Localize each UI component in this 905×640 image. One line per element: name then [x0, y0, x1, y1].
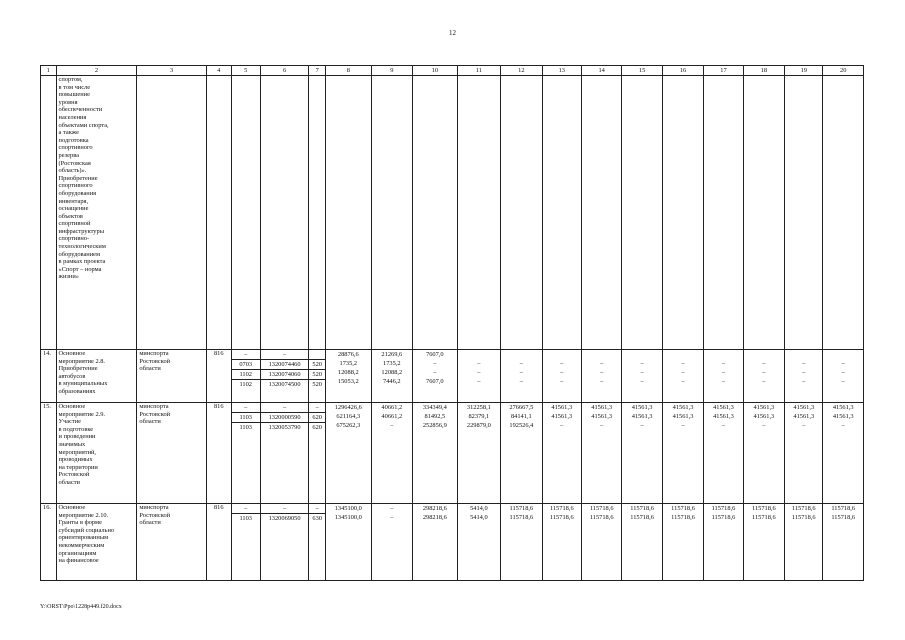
- header-cell: 9: [371, 66, 412, 76]
- executor-cell: минспорта Ростовской области: [137, 504, 206, 581]
- value-line: 298218,6: [422, 505, 447, 512]
- value-cell: [260, 403, 309, 504]
- value-line: 1345100,0: [334, 514, 362, 521]
- value-line: 1735,2: [383, 360, 401, 367]
- header-row: [41, 66, 864, 76]
- value-line: –: [560, 360, 564, 367]
- budget-table: [40, 65, 864, 581]
- value-line: 41561,3: [793, 404, 815, 411]
- value-line: [582, 350, 621, 359]
- value-line: 192526,4: [509, 422, 534, 429]
- table-cell: [662, 76, 703, 350]
- value-line: 115718,6: [831, 505, 856, 512]
- value-line: –: [640, 369, 644, 376]
- value-line: 115718,6: [671, 514, 695, 521]
- value-line: –: [390, 422, 394, 429]
- value-line: 621164,3: [336, 413, 361, 420]
- value-line: 115718,6: [752, 505, 776, 512]
- value-line: 115718,6: [589, 514, 614, 521]
- value-line: –: [244, 351, 248, 358]
- header-cell: 20: [823, 66, 864, 76]
- value-line: 41561,3: [631, 404, 653, 411]
- value-line: –: [721, 422, 726, 429]
- value-line: 41561,3: [753, 404, 775, 411]
- value-line: [501, 350, 541, 359]
- value-line: 115718,6: [711, 514, 736, 521]
- row-number: 15.: [41, 403, 57, 504]
- value-line: –: [681, 378, 685, 385]
- executor-cell: минспорта Ростовской области: [137, 403, 206, 504]
- value-line: 620: [309, 422, 325, 432]
- table-cell: [622, 76, 662, 350]
- header-cell: 2: [56, 66, 137, 76]
- value-line: 0703: [232, 359, 260, 369]
- value-line: 41561,3: [713, 404, 734, 411]
- value-line: –: [762, 369, 766, 376]
- table-cell: [413, 76, 458, 350]
- value-line: 630: [309, 513, 325, 523]
- value-line: [663, 350, 703, 359]
- value-line: 115718,6: [509, 505, 534, 512]
- value-line: 41561,3: [713, 413, 734, 420]
- value-line: 115718,6: [752, 514, 776, 521]
- value-cell: [231, 403, 260, 504]
- value-cell: [260, 504, 309, 581]
- value-cell: [457, 350, 501, 403]
- header-cell: 7: [309, 66, 326, 76]
- table-cell: [41, 76, 57, 350]
- value-cell: [662, 350, 703, 403]
- file-path-footer: Y:\ORST\Ppo\1228p449.f20.docx: [40, 604, 122, 610]
- value-line: 1102: [232, 369, 260, 379]
- value-line: 115718,6: [630, 505, 654, 512]
- table-cell: [309, 76, 326, 350]
- value-line: 41561,3: [753, 413, 775, 420]
- value-line: 7607,0: [426, 378, 444, 385]
- value-line: –: [681, 369, 685, 376]
- value-line: 115718,6: [509, 514, 534, 521]
- value-line: 84141,1: [510, 413, 532, 420]
- description-cell: Основное мероприятие 2.8. Приобретение автобусов в муниципальных образованиях: [56, 350, 137, 403]
- value-line: –: [390, 514, 394, 521]
- value-line: 115718,6: [831, 514, 856, 521]
- value-line: 1320074060: [261, 369, 309, 379]
- value-cell: [309, 403, 326, 504]
- value-cell: [501, 350, 542, 403]
- value-line: 21269,6: [381, 351, 403, 358]
- table-cell: [137, 76, 206, 350]
- value-line: –: [477, 369, 481, 376]
- value-cell: [501, 403, 542, 504]
- value-cell: [260, 350, 309, 403]
- value-line: 1103: [232, 513, 260, 523]
- value-line: [785, 350, 822, 359]
- header-cell: 17: [704, 66, 743, 76]
- value-line: –: [519, 369, 523, 376]
- value-cell: [704, 504, 743, 581]
- value-line: 276667,5: [509, 404, 534, 411]
- value-line: –: [802, 422, 806, 429]
- table-cell: [326, 76, 372, 350]
- table-row: [41, 76, 864, 350]
- value-line: 41561,3: [832, 413, 854, 420]
- value-cell: [326, 350, 372, 403]
- table-cell: [823, 76, 864, 350]
- value-line: –: [841, 378, 845, 385]
- value-line: –: [315, 404, 319, 411]
- value-line: –: [841, 360, 845, 367]
- value-line: [823, 350, 863, 359]
- value-cell: [371, 504, 412, 581]
- header-cell: 1: [41, 66, 57, 76]
- value-line: –: [519, 378, 523, 385]
- code-cell: 816: [206, 350, 231, 403]
- value-line: 115718,6: [549, 514, 574, 521]
- value-line: 115718,6: [711, 505, 736, 512]
- header-cell: 16: [662, 66, 703, 76]
- value-line: –: [433, 369, 437, 376]
- value-line: 520: [309, 379, 325, 389]
- value-line: –: [560, 422, 564, 429]
- value-line: –: [282, 404, 287, 411]
- value-line: –: [600, 378, 604, 385]
- value-line: 41561,3: [631, 413, 653, 420]
- value-line: –: [282, 505, 287, 512]
- header-cell: 15: [622, 66, 662, 76]
- value-line: 5414,0: [470, 505, 488, 512]
- value-line: 81492,5: [424, 413, 446, 420]
- value-line: –: [282, 351, 287, 358]
- table-cell: [260, 76, 309, 350]
- value-cell: [581, 403, 621, 504]
- value-cell: [823, 504, 864, 581]
- value-line: [622, 350, 661, 359]
- value-line: –: [477, 360, 481, 367]
- value-line: 41561,3: [672, 413, 694, 420]
- value-line: –: [802, 369, 806, 376]
- header-cell: 10: [413, 66, 458, 76]
- value-cell: [785, 504, 823, 581]
- value-cell: [785, 403, 823, 504]
- value-line: 41561,3: [551, 404, 573, 411]
- executor-cell: минспорта Ростовской области: [137, 350, 206, 403]
- value-line: 520: [309, 359, 325, 369]
- header-cell: 19: [785, 66, 823, 76]
- value-line: –: [681, 360, 685, 367]
- value-line: 41561,3: [672, 404, 694, 411]
- value-line: –: [600, 360, 604, 367]
- value-line: –: [477, 378, 481, 385]
- value-line: –: [600, 369, 604, 376]
- value-cell: [542, 350, 581, 403]
- value-cell: [542, 504, 581, 581]
- value-cell: [704, 403, 743, 504]
- value-line: –: [244, 404, 248, 411]
- value-line: 1345100,0: [334, 505, 362, 512]
- value-line: –: [244, 505, 248, 512]
- value-line: 1320069050: [261, 513, 309, 523]
- value-line: 7446,2: [383, 378, 401, 385]
- value-line: 40661,2: [381, 413, 403, 420]
- value-line: –: [640, 378, 644, 385]
- value-line: 41561,3: [551, 413, 573, 420]
- table-cell: [581, 76, 621, 350]
- value-cell: [743, 403, 784, 504]
- value-line: 115718,6: [791, 505, 816, 512]
- value-cell: [581, 504, 621, 581]
- value-cell: [622, 403, 662, 504]
- value-line: 334349,4: [422, 404, 447, 411]
- table-cell: [542, 76, 581, 350]
- value-line: 15053,2: [337, 378, 359, 385]
- header-cell: 12: [501, 66, 542, 76]
- header-cell: 8: [326, 66, 372, 76]
- table-cell: [371, 76, 412, 350]
- value-line: –: [762, 422, 766, 429]
- value-line: 12088,2: [381, 369, 403, 376]
- value-line: [543, 350, 581, 359]
- value-cell: [785, 350, 823, 403]
- value-line: 7607,0: [426, 351, 444, 358]
- table-row: [41, 504, 864, 581]
- value-cell: [622, 504, 662, 581]
- table-cell: [743, 76, 784, 350]
- value-line: 41561,3: [591, 413, 613, 420]
- value-cell: [231, 504, 260, 581]
- value-cell: [326, 403, 372, 504]
- value-cell: [457, 504, 501, 581]
- description-cell: спортом, в том числе повышение уровня обеспеченности населения объектами спорта, а также подготовка спортивного резерва (Ростовская область)». Приобретение спортивного оборудования инвентаря, оснащение объектов спортивной инфраструктуры спортивно- технологическим оборудованием в рамках проекта «Спорт – норма жизни»: [56, 76, 137, 350]
- table-row: [41, 350, 864, 403]
- table-cell: [704, 76, 743, 350]
- table-row: [41, 403, 864, 504]
- value-line: –: [721, 360, 726, 367]
- table-cell: [457, 76, 501, 350]
- value-line: 115718,6: [630, 514, 654, 521]
- code-cell: 816: [206, 403, 231, 504]
- value-line: –: [841, 422, 845, 429]
- value-line: –: [762, 378, 766, 385]
- value-line: –: [681, 422, 685, 429]
- value-cell: [743, 350, 784, 403]
- value-line: 1103: [232, 422, 260, 432]
- value-line: 1103: [232, 412, 260, 422]
- value-cell: [371, 403, 412, 504]
- value-line: 1735,2: [339, 360, 358, 367]
- value-line: 675262,3: [336, 422, 361, 429]
- value-cell: [662, 403, 703, 504]
- table-cell: [231, 76, 260, 350]
- value-line: [458, 350, 501, 359]
- value-line: –: [560, 369, 564, 376]
- value-line: 252856,9: [422, 422, 447, 429]
- row-number: 14.: [41, 350, 57, 403]
- value-line: –: [640, 422, 644, 429]
- header-cell: 13: [542, 66, 581, 76]
- value-line: 41561,3: [832, 404, 854, 411]
- value-cell: [823, 403, 864, 504]
- header-cell: 14: [581, 66, 621, 76]
- value-cell: [622, 350, 662, 403]
- value-cell: [326, 504, 372, 581]
- value-line: –: [315, 505, 319, 512]
- value-line: 115718,6: [671, 505, 695, 512]
- page-number: 12: [449, 29, 456, 37]
- value-cell: [581, 350, 621, 403]
- value-line: 312258,1: [466, 404, 491, 411]
- value-line: –: [390, 505, 394, 512]
- value-line: 115718,6: [589, 505, 614, 512]
- value-line: 1296426,6: [334, 404, 362, 411]
- value-cell: [704, 350, 743, 403]
- header-cell: 6: [260, 66, 309, 76]
- value-line: 115718,6: [549, 505, 574, 512]
- value-line: –: [600, 422, 604, 429]
- value-line: 298218,6: [422, 514, 447, 521]
- value-cell: [662, 504, 703, 581]
- value-line: 40661,2: [381, 404, 403, 411]
- description-cell: Основное мероприятие 2.9. Участие в подготовке и проведении значимых мероприятий, проводимых на территории Ростовской области: [56, 403, 137, 504]
- value-line: [309, 350, 325, 359]
- value-cell: [231, 350, 260, 403]
- header-cell: 18: [743, 66, 784, 76]
- value-cell: [413, 504, 458, 581]
- value-line: –: [762, 360, 766, 367]
- value-cell: [309, 350, 326, 403]
- header-cell: 11: [457, 66, 501, 76]
- table-cell: [206, 76, 231, 350]
- header-cell: 5: [231, 66, 260, 76]
- row-number: 16.: [41, 504, 57, 581]
- value-cell: [413, 403, 458, 504]
- value-line: –: [433, 360, 437, 367]
- value-line: [704, 350, 742, 359]
- value-cell: [501, 504, 542, 581]
- value-cell: [823, 350, 864, 403]
- value-line: 520: [309, 369, 325, 379]
- value-line: 115718,6: [791, 514, 816, 521]
- value-line: [744, 350, 784, 359]
- header-cell: 3: [137, 66, 206, 76]
- value-cell: [743, 504, 784, 581]
- value-line: –: [721, 369, 726, 376]
- code-cell: 816: [206, 504, 231, 581]
- value-line: 1320000590: [261, 412, 309, 422]
- value-line: –: [560, 378, 564, 385]
- table-cell: [501, 76, 542, 350]
- value-line: 12088,2: [337, 369, 359, 376]
- value-line: 1102: [232, 379, 260, 389]
- value-line: 28876,6: [337, 351, 359, 358]
- value-line: 1320053790: [261, 422, 309, 432]
- value-line: 82379,1: [468, 413, 490, 420]
- value-line: 41561,3: [591, 404, 613, 411]
- value-line: –: [640, 360, 644, 367]
- value-line: 620: [309, 412, 325, 422]
- value-line: –: [519, 360, 523, 367]
- value-cell: [413, 350, 458, 403]
- value-line: 41561,3: [793, 413, 815, 420]
- value-line: 229879,0: [466, 422, 491, 429]
- value-line: –: [721, 378, 726, 385]
- description-cell: Основное мероприятие 2.10. Гранты в форме субсидий социально ориентированным некоммерческим организациям на финансовое: [56, 504, 137, 581]
- value-cell: [309, 504, 326, 581]
- value-cell: [457, 403, 501, 504]
- table-cell: [785, 76, 823, 350]
- value-line: 1320074500: [261, 379, 309, 389]
- value-line: –: [841, 369, 845, 376]
- value-line: 1320074460: [261, 359, 309, 369]
- value-line: –: [802, 378, 806, 385]
- value-cell: [542, 403, 581, 504]
- value-cell: [371, 350, 412, 403]
- header-cell: 4: [206, 66, 231, 76]
- value-line: 5414,0: [470, 514, 488, 521]
- value-line: –: [802, 360, 806, 367]
